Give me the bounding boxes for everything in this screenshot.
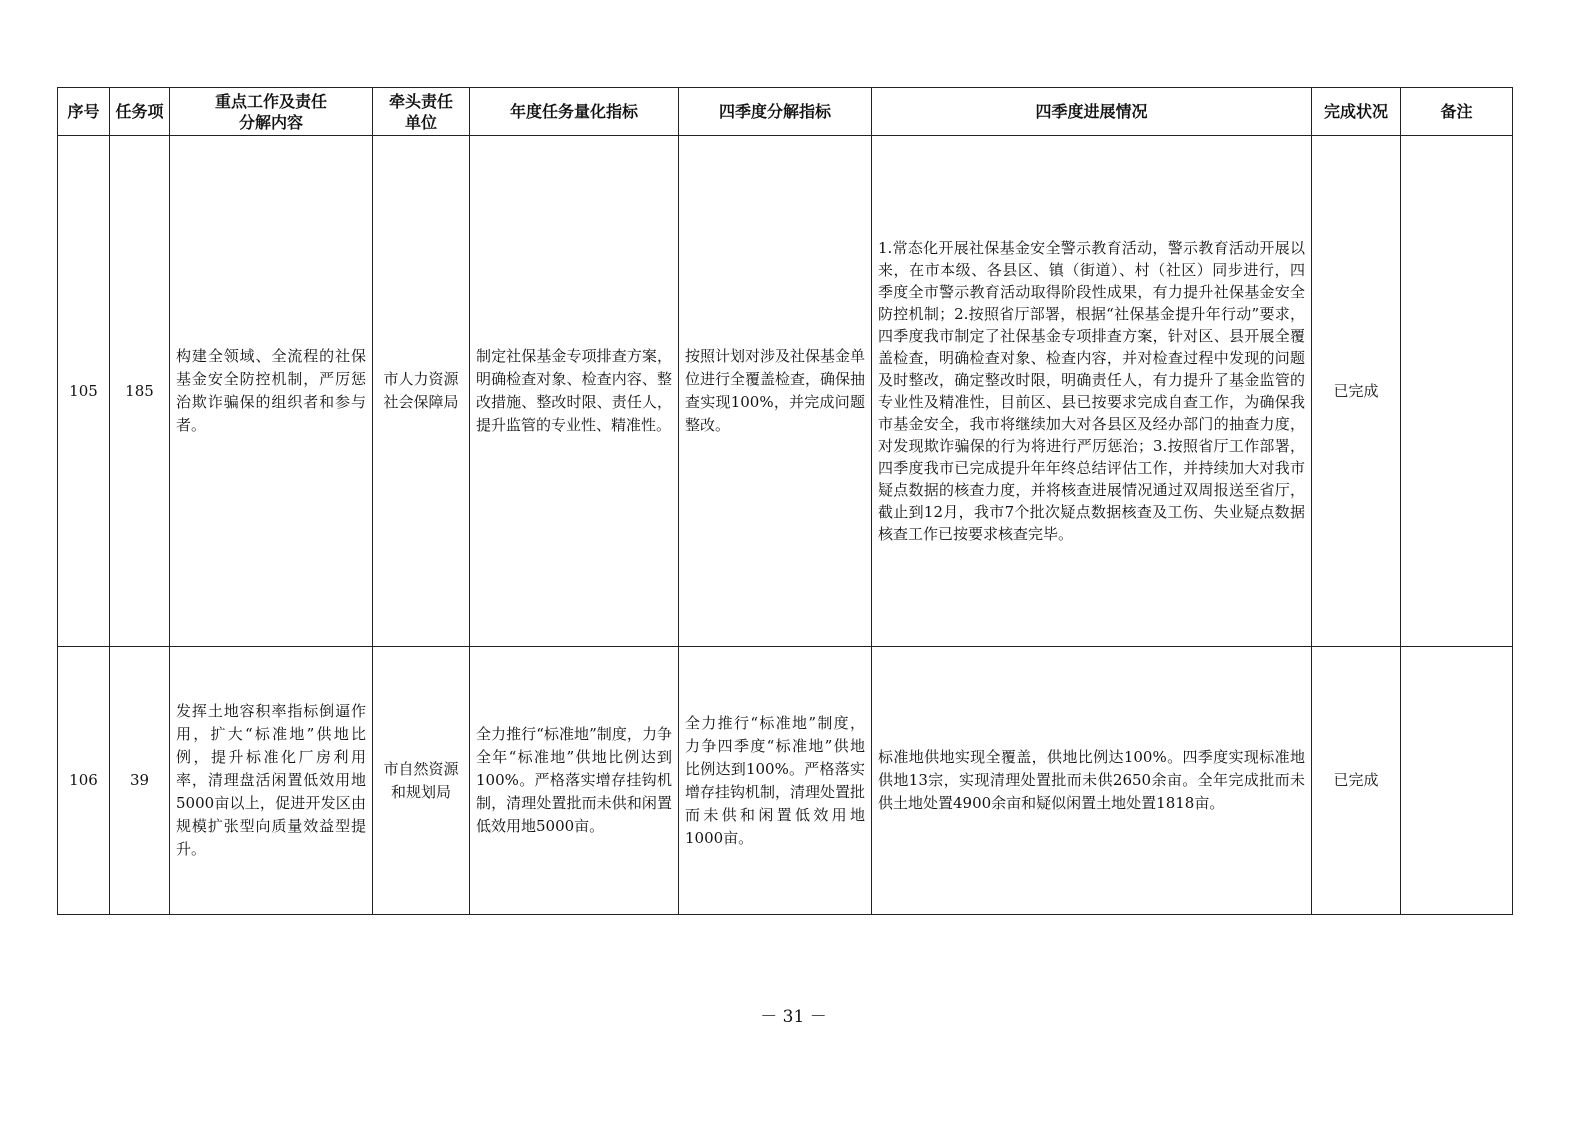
header-q4-target: 四季度分解指标: [679, 88, 872, 136]
header-key-work-line1: 重点工作及责任: [214, 91, 327, 111]
header-task: 任务项: [110, 88, 170, 136]
header-status: 完成状况: [1312, 88, 1401, 136]
table-header-row: [58, 88, 1513, 136]
cell-status: 已完成: [1312, 136, 1401, 647]
cell-task: 185: [110, 136, 170, 647]
cell-seq: 105: [58, 136, 110, 647]
cell-annual: 制定社保基金专项排查方案，明确检查对象、检查内容、整改措施、整改时限、责任人，提升监管的专业性、精准性。: [470, 136, 679, 647]
cell-status: 已完成: [1312, 647, 1401, 915]
task-progress-table: [57, 87, 1513, 915]
cell-remarks: [1401, 136, 1513, 647]
table-row: [58, 136, 1513, 647]
table-row: [58, 647, 1513, 915]
header-q4-progress: 四季度进展情况: [872, 88, 1312, 136]
header-lead-unit: [373, 88, 470, 136]
cell-key-work: 构建全领域、全流程的社保基金安全防控机制，严厉惩治欺诈骗保的组织者和参与者。: [170, 136, 373, 647]
header-key-work: [170, 88, 373, 136]
cell-remarks: [1401, 647, 1513, 915]
cell-q4-target: 全力推行“标准地”制度，力争四季度“标准地”供地比例达到100%。严格落实增存挂钩机制，清理处置批而未供和闲置低效用地1000亩。: [679, 647, 872, 915]
cell-q4-progress: 1.常态化开展社保基金安全警示教育活动，警示教育活动开展以来，在市本级、各县区、镇（街道）、村（社区）同步进行，四季度全市警示教育活动取得阶段性成果，有力提升社保基金安全防控机制；2.按照省厅部署，根据“社保基金提升年行动”要求，四季度我市制定了社保基金专项排查方案，针对区、县开展全覆盖检查，明确检查对象、检查内容，并对检查过程中发现的问题及时整改，确定整改时限，明确责任人，有力提升了基金监管的专业性及精准性，目前区、县已按要求完成自查工作，为确保我市基金安全，我市将继续加大对各县区及经办部门的抽查力度，对发现欺诈骗保的行为将进行严厉惩治；3.按照省厅工作部署，四季度我市已完成提升年年终总结评估工作，并持续加大对我市疑点数据的核查力度，并将核查进展情况通过双周报送至省厅，截止到12月，我市7个批次疑点数据核查及工伤、失业疑点数据核查工作已按要求核查完毕。: [872, 136, 1312, 647]
cell-lead-unit: 市自然资源和规划局: [373, 647, 470, 915]
header-remarks: 备注: [1401, 88, 1513, 136]
cell-q4-progress: 标准地供地实现全覆盖，供地比例达100%。四季度实现标准地供地13宗，实现清理处置批而未供2650余亩。全年完成批而未供土地处置4900余亩和疑似闲置土地处置1818亩。: [872, 647, 1312, 915]
header-seq: 序号: [58, 88, 110, 136]
cell-lead-unit: 市人力资源社会保障局: [373, 136, 470, 647]
header-lead-unit-line1: 牵头责任: [388, 91, 453, 111]
header-annual: 年度任务量化指标: [470, 88, 679, 136]
header-key-work-line2: 分解内容: [238, 112, 303, 132]
cell-task: 39: [110, 647, 170, 915]
header-lead-unit-line2: 单位: [404, 112, 437, 132]
cell-q4-target: 按照计划对涉及社保基金单位进行全覆盖检查，确保抽查实现100%，并完成问题整改。: [679, 136, 872, 647]
page-number: － 31 －: [760, 1007, 827, 1027]
cell-annual: 全力推行“标准地”制度，力争全年“标准地”供地比例达到100%。严格落实增存挂钩机制，清理处置批而未供和闲置低效用地5000亩。: [470, 647, 679, 915]
cell-seq: 106: [58, 647, 110, 915]
cell-key-work: 发挥土地容积率指标倒逼作用，扩大“标准地”供地比例，提升标准化厂房利用率，清理盘活闲置低效用地5000亩以上，促进开发区由规模扩张型向质量效益型提升。: [170, 647, 373, 915]
